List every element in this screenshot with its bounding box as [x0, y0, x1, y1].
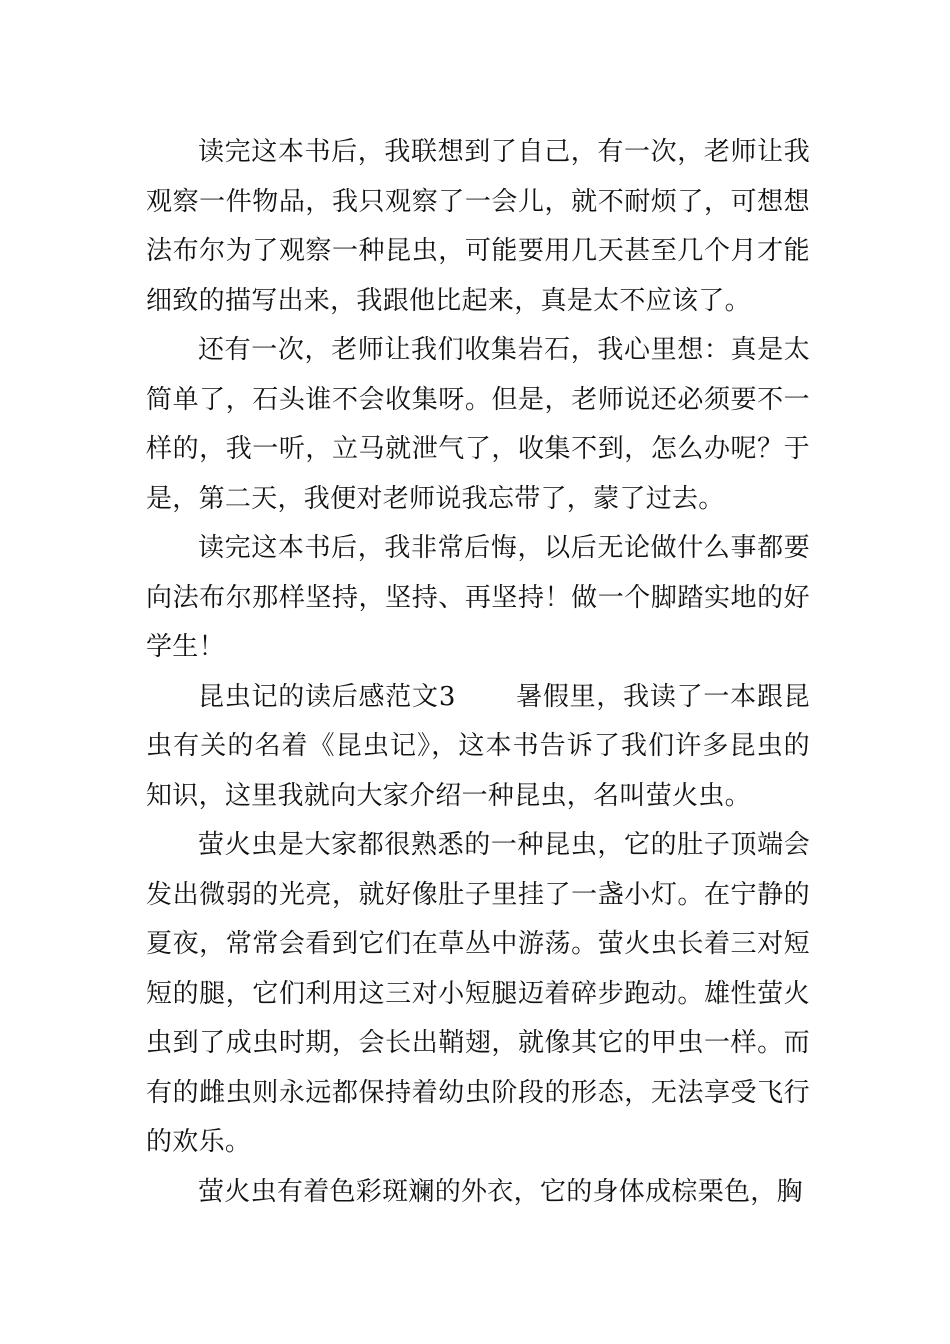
document-body: [146, 128, 810, 1217]
paragraph: 萤火虫有着色彩斑斓的外衣，它的身体成棕栗色，胸: [198, 1176, 803, 1207]
section-heading: 昆虫记的读后感范文3: [198, 681, 456, 712]
paragraph: 萤火虫是大家都很熟悉的一种昆虫，它的肚子顶端会发出微弱的光亮，就好像肚子里挂了一盏小灯。在宁静的夏夜，常常会看到它们在草丛中游荡。萤火虫长着三对短短的腿，它们利用这三对小短腿迈着碎步跑动。雄性萤火虫到了成虫时期，会长出鞘翅，就像其它的甲虫一样。而有的雌虫则永远都保持着幼虫阶段的形态，无法享受飞行的欢乐。: [146, 830, 810, 1157]
paragraph: 还有一次，老师让我们收集岩石，我心里想：真是太简单了，石头谁不会收集呀。但是，老师说还必须要不一样的，我一听，立马就泄气了，收集不到，怎么办呢？于是，第二天，我便对老师说我忘带了，蒙了过去。: [146, 335, 810, 514]
paragraph: 读完这本书后，我联想到了自己，有一次，老师让我观察一件物品，我只观察了一会儿，就不耐烦了，可想想法布尔为了观察一种昆虫，可能要用几天甚至几个月才能细致的描写出来，我跟他比起来，真是太不应该了。: [146, 137, 810, 316]
section-paragraph: [146, 673, 810, 822]
paragraph: 读完这本书后，我非常后悔，以后无论做什么事都要向法布尔那样坚持，坚持、再坚持！做一个脚踏实地的好学生！: [146, 533, 810, 662]
section-intro: 暑假里，我读了一本跟昆虫有关的名着《昆虫记》，这本书告诉了我们许多昆虫的知识，这里我就向大家介绍一种昆虫，名叫萤火虫。: [146, 681, 810, 811]
